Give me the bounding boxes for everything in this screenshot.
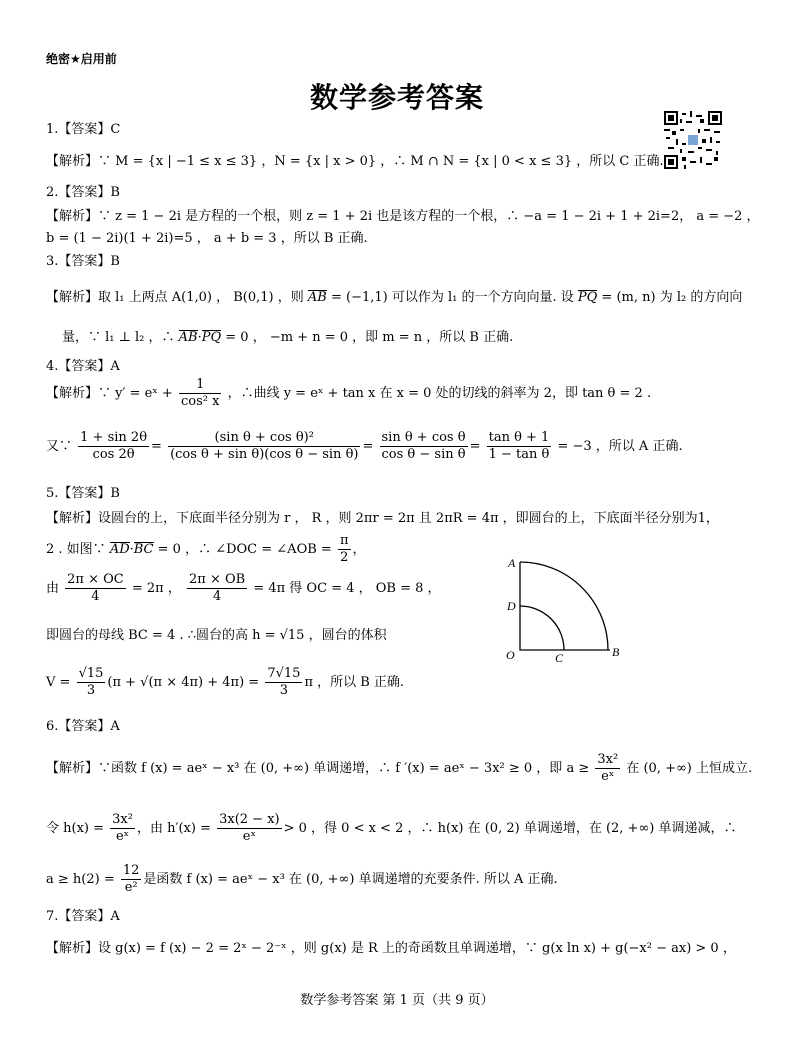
- analysis-6-part-b: 在 (0, +∞) 上恒成立.: [626, 761, 753, 776]
- denominator: 2: [340, 550, 349, 565]
- analysis-6-part-g: 是函数 f (x) = aeˣ − x³ 在 (0, +∞) 单调递增的充要条件. 所以 A 正确.: [143, 872, 558, 887]
- fraction-hprime: [217, 812, 282, 845]
- analysis-5-part-h: π ，所以 B 正确.: [304, 675, 405, 690]
- analysis-7-line-1: 【解析】设 g(x) = f (x) − 2 = 2ˣ − 2⁻ˣ ，则 g(x) 是 R 上的奇函数且单调递增，∵ g(x ln x) + g(−x² − ax) > 0 ，: [46, 941, 736, 956]
- analysis-5-part-g: (π + √(π × 4π) + 4π) =: [107, 675, 260, 690]
- analysis-5-line-1: 【解析】设圆台的上，下底面半径分别为 r ， R ，则 2πr = 2π 且 2πR = 4π ，即圆台的上，下底面半径分别为1，: [46, 511, 719, 526]
- analysis-4-part-d: = −3 ，所以 A 正确.: [557, 439, 683, 454]
- analysis-3-part-d: 量，∵ l₁ ⊥ l₂ ，∴: [62, 330, 175, 345]
- denominator: 3: [279, 683, 289, 698]
- denominator: (cos θ + sin θ)(cos θ − sin θ): [170, 447, 359, 462]
- analysis-5-part-d: = 2π ，: [131, 581, 181, 596]
- numerator: 12: [122, 863, 140, 878]
- label-b: B: [612, 645, 620, 659]
- fraction-c: [380, 430, 468, 463]
- fraction-a: [78, 430, 149, 463]
- denominator: 3: [86, 683, 96, 698]
- inner-arc: [520, 606, 564, 650]
- answer-2: 2.【答案】B: [46, 185, 120, 200]
- numerator: 2π × OC: [67, 572, 124, 587]
- analysis-5-part-b: = 0 ，∴ ∠DOC = ∠AOB =: [153, 542, 332, 557]
- analysis-5-line-4: 即圆台的母线 BC = 4 . ∴圆台的高 h = √15 ，圆台的体积: [46, 628, 387, 643]
- analysis-6-part-a: 【解析】∵函数 f (x) = aeˣ − x³ 在 (0, +∞) 单调递增，∴ f ′(x) = aeˣ − 3x² ≥ 0 ，即 a ≥: [46, 761, 590, 776]
- analysis-4-part-b: ，∴曲线 y = eˣ + tan x 在 x = 0 处的切线的斜率为 2，即 tan θ = 2 .: [227, 386, 652, 401]
- fraction-sqrt15-over-3: [77, 666, 106, 699]
- answer-3: 3.【答案】B: [46, 254, 120, 269]
- label-o: O: [506, 648, 515, 662]
- numerator: 1 + sin 2θ: [80, 430, 148, 445]
- analysis-4-line-1: [46, 377, 651, 410]
- denominator: 4: [91, 589, 100, 604]
- analysis-6-line-3: [46, 863, 558, 896]
- analysis-4-line-2: 又∵ $\frac{1 + \sin 2\theta}{\cos 2\theta}$ = $\frac{\text{(sin θ + cos θ)²}}{\text{(cos θ + sin θ)(cos θ − sin θ)}}$ = $\frac{\text{sin θ + cos θ}}{\text{cos θ − sin θ}}$ = $\frac{\text{tan θ + 1}}{\text{1 − tan θ}}$ = −3 ，所以 A 正确.: [46, 430, 683, 462]
- analysis-5-line-5: [46, 666, 404, 699]
- analysis-2-line-1: 【解析】∵ z = 1 − 2i 是方程的一个根，则 z = 1 + 2i 也是该方程的一个根，∴ −a = 1 − 2i + 1 + 2i=2， a = −2 ，: [46, 209, 760, 224]
- label-a: A: [508, 556, 516, 570]
- analysis-3-part-a: 【解析】取 l₁ 上两点 A(1,0) ， B(0,1) ，则: [46, 290, 304, 305]
- numerator: 2π × OB: [189, 572, 246, 587]
- analysis-5-part-f: V =: [46, 675, 71, 690]
- qr-code-icon: [664, 111, 722, 169]
- vector-ab: AB: [307, 290, 327, 305]
- vector-pq: PQ: [577, 290, 598, 305]
- analysis-6-part-f: a ≥ h(2) =: [46, 872, 115, 887]
- fraction-7sqrt15-over-3: [265, 666, 302, 699]
- denominator: cos² x: [180, 394, 220, 409]
- numerator: π: [339, 533, 349, 548]
- denominator: eˣ: [115, 829, 130, 844]
- fraction-ob: [187, 572, 247, 605]
- analysis-5-line-2: 2 . 如图∵ AD·BC = 0 ，∴ ∠DOC = ∠AOB = $\frac{\pi}{2}$ ，: [46, 533, 366, 565]
- denominator: 4: [212, 589, 222, 604]
- denominator: cos 2θ: [92, 447, 135, 462]
- analysis-5-part-a: 2 . 如图∵: [46, 542, 106, 557]
- vector-bc: BC: [133, 542, 154, 557]
- analysis-3-part-b: = (−1,1) 可以作为 l₁ 的一个方向向量. 设: [326, 290, 574, 305]
- vector-ad: AD: [109, 542, 130, 557]
- analysis-1: 【解析】∵ M = {x | −1 ≤ x ≤ 3} ，N = {x | x > 0} ，∴ M ∩ N = {x | 0 < x ≤ 3} ，所以 C 正确.: [46, 154, 664, 169]
- numerator: 1: [179, 377, 221, 394]
- frustum-sector-diagram: [500, 555, 630, 665]
- answer-7: 7.【答案】A: [46, 909, 120, 924]
- numerator: sin θ + cos θ: [381, 430, 466, 445]
- fraction-d: [487, 430, 552, 463]
- answer-4: 4.【答案】A: [46, 359, 120, 374]
- answer-6: 6.【答案】A: [46, 719, 120, 734]
- analysis-3-line-2: 量，∵ l₁ ⊥ l₂ ，∴ AB·PQ = 0 ， −m + n = 0 ，即 m = n ，所以 B 正确.: [62, 330, 514, 345]
- answer-5: 5.【答案】B: [46, 486, 120, 501]
- analysis-3-part-e: = 0 ， −m + n = 0 ，即 m = n ，所以 B 正确.: [221, 330, 514, 345]
- fraction-12-over-e2: [121, 863, 142, 896]
- fraction-1-over-cos2x: [179, 377, 221, 410]
- outer-arc: [520, 562, 608, 650]
- vector-pq-2: PQ: [201, 330, 222, 345]
- fraction-3x2-over-ex: [595, 752, 620, 785]
- denominator: e²: [124, 880, 138, 895]
- answer-1: 1.【答案】C: [46, 122, 121, 137]
- analysis-6-part-e: > 0 ，得 0 < x < 2 ，∴ h(x) 在 (0, 2) 单调递增，在 (2, +∞) 单调递减，∴: [283, 821, 737, 836]
- numerator: 3x²: [597, 752, 619, 767]
- analysis-6-line-1: [46, 752, 752, 785]
- analysis-6-line-2: [46, 812, 736, 845]
- denominator: eˣ: [601, 769, 615, 784]
- analysis-6-part-d: ，由 h′(x) =: [136, 821, 211, 836]
- analysis-3-part-c: = (m, n) 为 l₂ 的方向向: [597, 290, 743, 305]
- analysis-3-line-1: [46, 286, 742, 305]
- analysis-5-line-3: [46, 572, 441, 605]
- denominator: cos θ − sin θ: [381, 447, 466, 462]
- fraction-b: [168, 430, 360, 463]
- denominator: eˣ: [242, 829, 256, 844]
- analysis-6-part-c: 令 h(x) =: [46, 821, 105, 836]
- numerator: (sin θ + cos θ)²: [168, 430, 360, 447]
- analysis-2-line-2: b = (1 − 2i)(1 + 2i)=5 ， a + b = 3 ，所以 B 正确.: [46, 231, 368, 246]
- numerator: √15: [78, 666, 104, 681]
- vector-ab-2: AB: [178, 330, 198, 345]
- numerator: 3x(2 − x): [219, 812, 280, 827]
- page-footer: 数学参考答案 第 1 页（共 9 页）: [300, 993, 494, 1008]
- page-title: 数学参考答案: [309, 81, 484, 114]
- label-d: D: [507, 599, 516, 613]
- fraction-pi-over-2: [338, 533, 351, 566]
- fraction-oc: [65, 572, 126, 605]
- numerator: 3x²: [112, 812, 133, 827]
- label-c: C: [555, 651, 564, 665]
- analysis-5-part-c: 由: [46, 581, 60, 596]
- confidential-label: 绝密★启用前: [46, 52, 117, 66]
- analysis-4-part-c: 又∵: [46, 439, 73, 454]
- denominator: 1 − tan θ: [488, 447, 550, 462]
- numerator: tan θ + 1: [488, 430, 550, 445]
- fraction-hx: [110, 812, 135, 845]
- analysis-5-part-e: = 4π 得 OC = 4 ， OB = 8 ，: [253, 581, 441, 596]
- analysis-4-part-a: 【解析】∵ y′ = eˣ +: [46, 386, 173, 401]
- numerator: 7√15: [267, 666, 301, 681]
